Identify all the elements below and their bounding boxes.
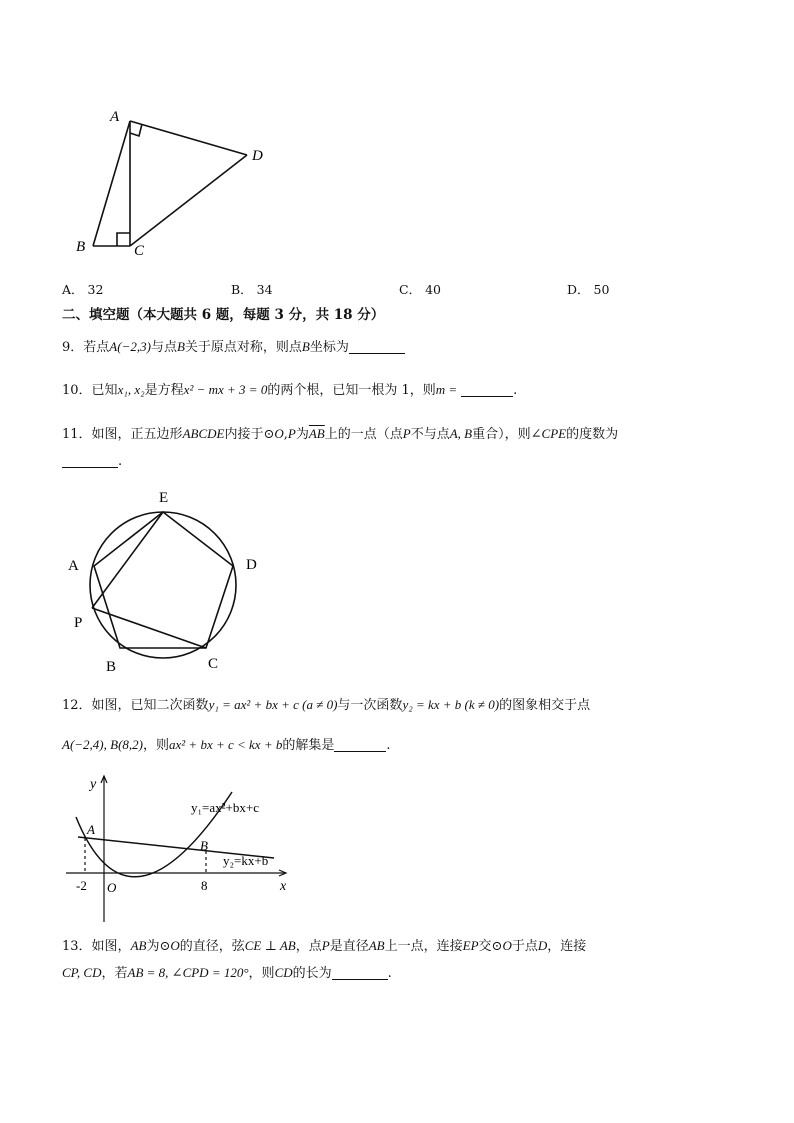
- curve-label: y₁=ax²+bx+c: [191, 800, 259, 815]
- label-b: B: [106, 659, 117, 675]
- tick-neg2: -2: [76, 878, 87, 893]
- label-a: A: [110, 109, 120, 125]
- section-heading: 二、填空题（本大题共 6 题，每题 3 分，共 18 分）: [62, 307, 385, 323]
- line-label: y₂=kx+b: [223, 853, 269, 868]
- question-13-line2: CP, CD，若AB = 8, ∠CPD = 120°，则CD的长为 .: [62, 965, 392, 981]
- arc-ab: $\overline{AB}$: [308, 426, 325, 441]
- segment-ad: [130, 121, 247, 155]
- question-12-line2: A(−2,4), B(8,2)，则ax² + bx + c < kx + b的解集是 .: [62, 737, 391, 753]
- label-a: A: [68, 558, 79, 574]
- question-12-line1: 12．如图，已知二次函数y₁ = ax² + bx + c (a ≠ 0)与一次函数y₂ = kx + b (k ≠ 0)的图象相交于点: [62, 697, 591, 713]
- y-axis-label: y: [90, 777, 97, 792]
- q12-figure: [60, 770, 300, 935]
- circle-o: [90, 512, 236, 658]
- option-b: B． 34: [231, 282, 273, 297]
- question-11-line2: .: [62, 453, 122, 469]
- option-a: A． 32: [62, 282, 104, 297]
- label-b: B: [76, 239, 86, 255]
- question-9: 9．若点A(−2,3)与点B关于原点对称，则点B坐标为: [62, 336, 405, 355]
- label-e: E: [159, 490, 169, 506]
- label-d: D: [246, 557, 257, 573]
- right-angle-mark-c: [117, 233, 130, 246]
- answer-blank[interactable]: [332, 965, 388, 980]
- point-a-label: A: [87, 822, 95, 837]
- label-d: D: [252, 148, 263, 164]
- answer-blank[interactable]: [349, 339, 405, 354]
- question-10: 10．已知x₁, x₂是方程x² − mx + 3 = 0的两个根，已知一根为 1，则m = .: [62, 382, 518, 398]
- answer-blank[interactable]: [62, 453, 118, 468]
- question-13-line1: 13．如图，AB为⊙O的直径，弦CE ⊥ AB，点P是直径AB上一点，连接EP交⊙O于点D，连接: [62, 938, 587, 954]
- x-axis-label: x: [280, 879, 287, 894]
- q11-figure: [60, 480, 280, 680]
- segment-cd: [130, 155, 247, 246]
- label-c: C: [208, 656, 219, 672]
- question-11-line1: 11．如图，正五边形ABCDE内接于⊙O,P为$\overline{AB}$上的一点（点P不与点A, B重合），则∠CPE的度数为: [62, 426, 619, 442]
- option-c: C． 40: [399, 282, 441, 297]
- segment-ab: [93, 121, 130, 246]
- segment-pc: [92, 608, 206, 648]
- right-angle-mark-a: [130, 124, 142, 136]
- option-d: D． 50: [567, 282, 610, 297]
- tick-8: 8: [201, 878, 208, 893]
- origin-label: O: [107, 880, 117, 895]
- point-b-label: B: [200, 838, 208, 853]
- label-p: P: [74, 615, 83, 631]
- pentagon-abcde: [94, 512, 233, 648]
- answer-blank[interactable]: [461, 382, 513, 397]
- label-c: C: [134, 243, 145, 259]
- q8-figure: [60, 100, 290, 265]
- answer-blank[interactable]: [334, 737, 386, 752]
